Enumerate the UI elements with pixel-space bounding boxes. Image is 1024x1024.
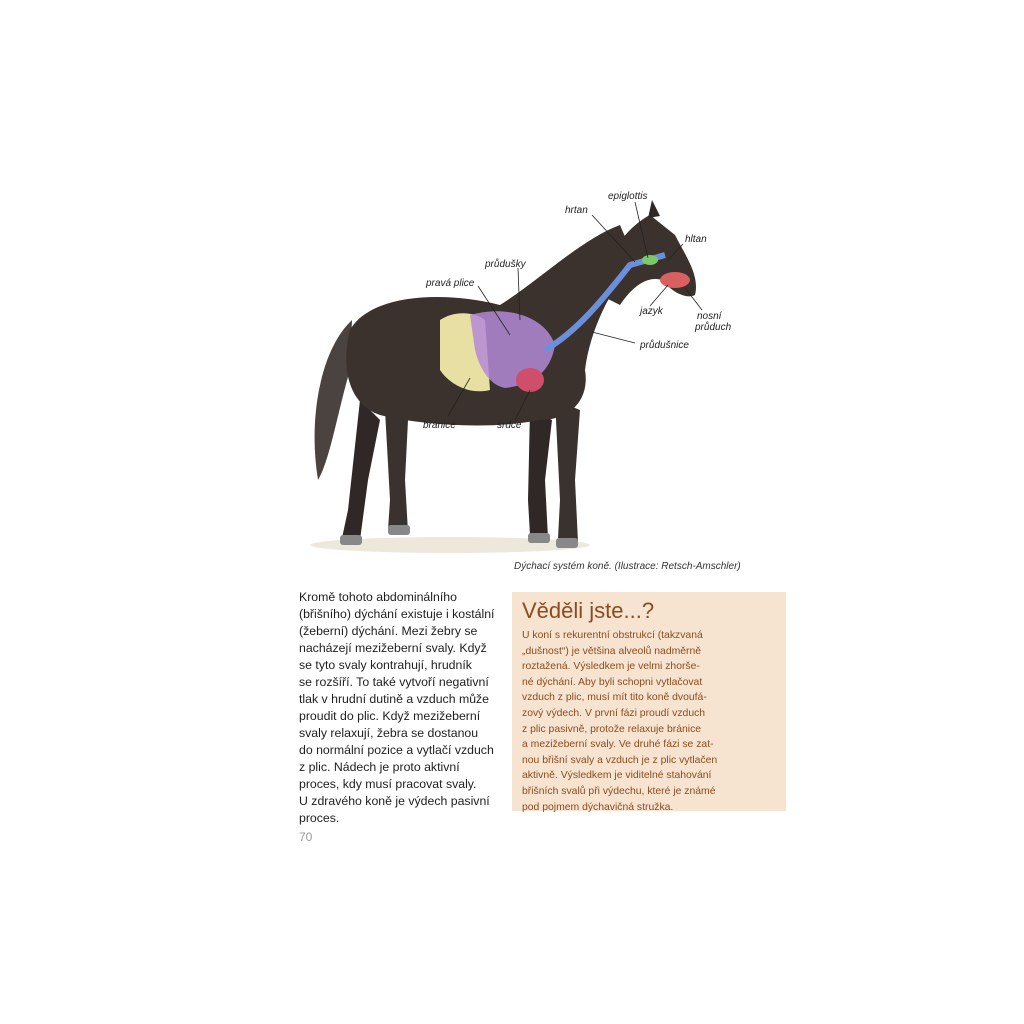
hoof (556, 538, 578, 548)
label-pruduch: průduch (695, 322, 732, 333)
hoof (340, 535, 362, 545)
fore-leg-right (555, 400, 580, 542)
larynx (642, 255, 658, 265)
label-epiglottis: epiglottis (608, 191, 648, 202)
label-prava-plice: pravá plice (426, 278, 475, 289)
heart (516, 368, 544, 392)
horse-illustration (290, 180, 790, 570)
label-hrtan: hrtan (565, 205, 588, 216)
hind-leg-left (342, 400, 380, 540)
label-jazyk: jazyk (640, 306, 663, 317)
label-prudusky: průdušky (485, 259, 526, 270)
label-srdce: srdce (497, 420, 522, 431)
hind-leg-right (385, 410, 408, 532)
hoof (528, 533, 550, 543)
sidebar-text: U koní s rekurentní obstrukcí (takzvaná „dušnost“) je většina alveolů nadměrně roztažená. Výsledkem je velmi zhorše- né dýchání. Aby byli schopni vytlačovat vzduch z plic, musí mít tito koně dvoufá- zový výdech. V první fázi proudí vzduch z plic pasivně, protože relaxuje bránice a mezižeberní svaly. Ve druhé fázi se zat- nou břišní svaly a vzduch je z plic vytlačen aktivně. Výsledkem je viditelné stahování břišních svalů při výdechu, které je známé pod pojmem dýchavičná stružka. (522, 630, 718, 813)
label-nosni: nosní (697, 311, 722, 322)
tail (315, 320, 352, 480)
label-prudusnice: průdušnice (640, 340, 689, 351)
ear (648, 200, 660, 218)
label-branice: bránice (423, 420, 456, 431)
fore-leg-left (528, 410, 552, 538)
figure-caption: Dýchací systém koně. (Ilustrace: Retsch-Amschler) (514, 561, 741, 572)
tongue (660, 272, 690, 288)
label-hltan: hltan (685, 234, 707, 245)
body-paragraph: Kromě tohoto abdominálního (břišního) dýchání existuje i kostální (žeberní) dýchání. Mezi žebry se nacházejí mezižeberní svaly. Když se tyto svaly kontrahují, hrudník se rozšíří. To také vytvoří negativní tlak v hrudní dutině a vzduch může proudit do plic. Když mezižeberní svaly relaxují, žebra se dostanou do normální pozice a vytlačí vzduch z plic. Nádech je proto aktivní proces, kdy musí pracovat svaly. U zdravého koně je výdech pasivní proces. (299, 590, 495, 825)
horse-respiratory-diagram (290, 180, 790, 570)
sidebar-title: Věděli jste...? (522, 598, 655, 623)
hoof (388, 525, 410, 535)
did-you-know-box (512, 592, 786, 811)
page-number: 70 (299, 830, 313, 844)
